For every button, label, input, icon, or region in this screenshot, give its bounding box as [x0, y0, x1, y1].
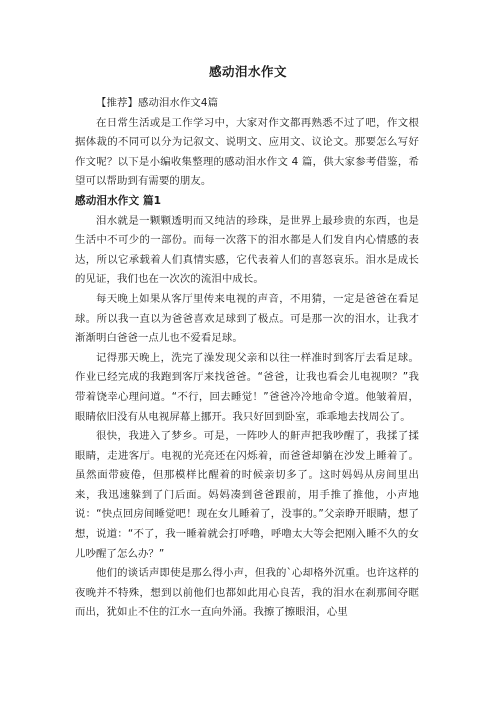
body-paragraph: 记得那天晚上，洗完了澡发现父亲和以往一样准时到客厅去看足球。作业已经完成的我跑到客厅来找爸爸。“爸爸，让我也看会儿电视呗？”我带着饶幸心理问道。“不行，回去睡觉！”爸爸冷冷地命令道。他皱着眉，眼睛依旧没有从电视屏幕上挪开。我只好回到卧室，乖乖地去找周公了。	[75, 351, 419, 423]
section-heading: 感动泪水作文 篇1	[75, 194, 162, 207]
recommend-line: 【推荐】感动泪水作文4篇	[96, 97, 219, 109]
body-paragraph: 每天晚上如果从客厅里传来电视的声音，不用猜，一定是爸爸在看足球。所以我一直以为爸爸喜欢足球到了极点。可是那一次的泪水，让我才渐渐明白爸爸一点儿也不爱看足球。	[75, 292, 419, 345]
body-paragraph: 很快，我进入了梦乡。可是，一阵吵人的鼾声把我吵醒了，我揉了揉眼睛，走进客厅。电视的光亮还在闪烁着，而爸爸却躺在沙发上睡着了。虽然面带疲倦，但那模样比醒着的时候亲切多了。这时妈妈从房间里出来，我迅速躲到了门后面。妈妈凑到爸爸跟前，用手推了推他，小声地说：“快点回房间睡觉吧！现在女儿睡着了，没事的。”父亲睁开眼睛，想了想，说道：“不了，我一睡着就会打呼噜，呼噜太大等会把刚入睡不久的女儿吵醒了怎么办？”	[75, 430, 419, 560]
document-body	[75, 94, 419, 623]
document-title: 感动泪水作文	[208, 64, 287, 79]
body-paragraph: 他们的谈话声即使是那么得小声，但我的`心却格外沉重。也许这样的夜晚并不特殊，想到以前他们也都如此用心良苦，我的泪水在刹那间夺眶而出，犹如止不住的江水一直向外涌。我擦了擦眼泪，心里	[75, 567, 419, 619]
intro-paragraph: 在日常生活或是工作学习中，大家对作文都再熟悉不过了吧，作文根据体裁的不同可以分为记叙文、说明文、应用文、议论文。那要怎么写好作文呢？以下是小编收集整理的感动泪水作文 4 篇，供大家参考借鉴，希望可以帮助到有需要的朋友。	[75, 116, 419, 188]
body-paragraph: 泪水就是一颗颗透明而又纯洁的珍珠，是世界上最珍贵的东西，也是生活中不可少的一部份。而每一次落下的泪水都是人们发自内心情感的表达，所以它承载着人们真情实感，它代表着人们的喜怒哀乐。泪水是成长的见证，我们也在一次次的流泪中成长。	[75, 214, 419, 286]
